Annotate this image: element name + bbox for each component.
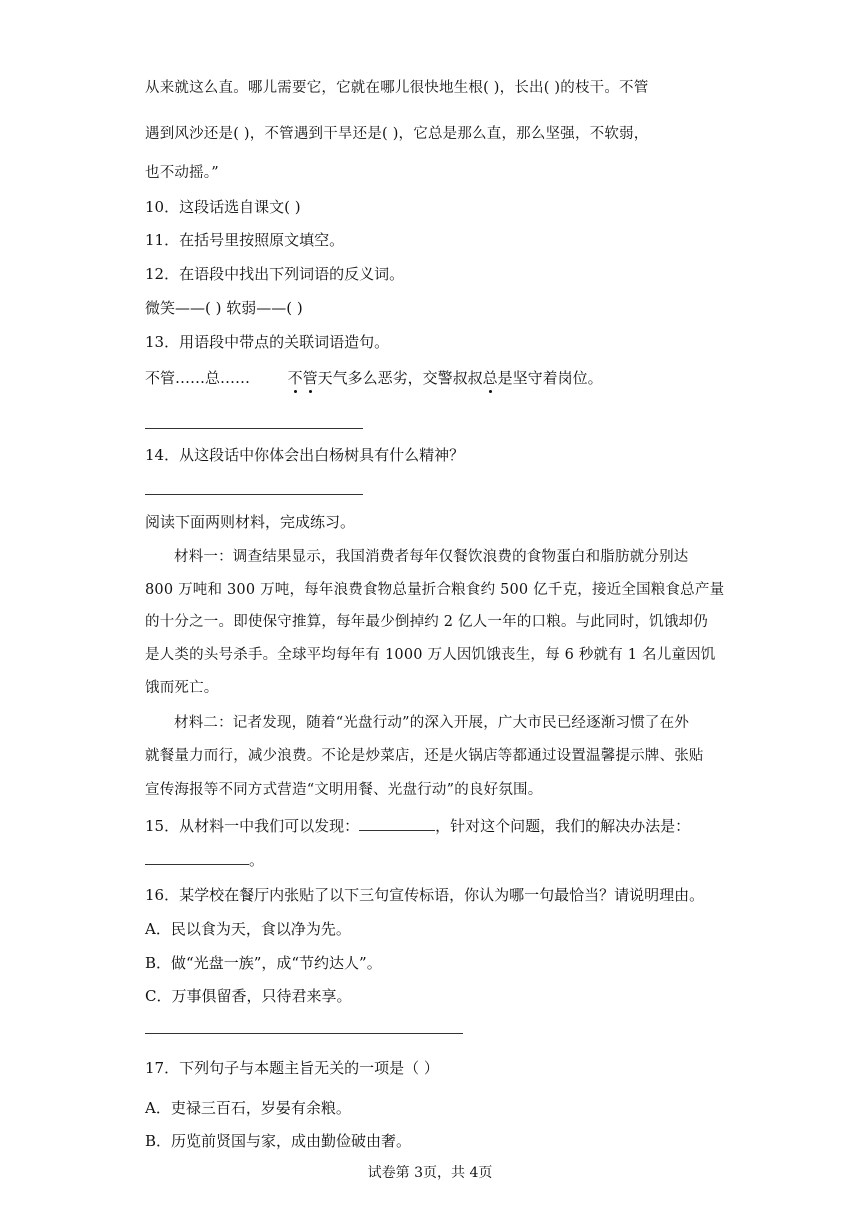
page-footer: 试卷第 3页，共 4页	[367, 1165, 493, 1181]
question-16: 16．某学校在餐厅内张贴了以下三句宣传标语，你认为哪一句最恰当？请说明理由。	[145, 886, 705, 904]
option-b: B．做“光盘一族”，成“节约达人”。	[145, 954, 382, 972]
question-13: 13．用语段中带点的关联词语造句。	[145, 333, 390, 351]
material-1-line: 800 万吨和 300 万吨，每年浪费食物总量折合粮食约 500 亿千克，接近全国粮食总产量	[145, 582, 725, 598]
question-17: 17．下列句子与本题主旨无关的一项是（ ）	[145, 1059, 439, 1077]
dotted-char: 管	[302, 369, 318, 387]
question-12: 12．在语段中找出下列词语的反义词。	[145, 265, 405, 283]
question-13-example	[145, 368, 603, 388]
question-15	[145, 816, 690, 836]
option-a: A．民以食为天，食以净为先。	[145, 920, 351, 938]
material-1-line: 饿而死亡。	[145, 680, 219, 696]
material-1-line: 材料一：调查结果显示，我国消费者每年仅餐饮浪费的食物蛋白和脂肪就分别达	[174, 549, 689, 565]
passage-line-1: 从来就这么直。哪儿需要它，它就在哪儿很快地生根( )，长出( )的枝干。不管	[145, 80, 649, 96]
material-2-line: 宣传海报等不同方式营造“文明用餐、光盘行动”的良好氛围。	[145, 782, 543, 798]
dotted-char: 不	[287, 369, 303, 387]
answer-line-14[interactable]	[145, 494, 363, 495]
question-15-text: 15．从材料一中我们可以发现：	[145, 817, 360, 835]
passage-line-2: 遇到风沙还是( )，不管遇到干旱还是( )，它总是那么直，那么坚强，不软弱，	[145, 126, 649, 142]
answer-blank[interactable]	[359, 816, 435, 831]
answer-line-13[interactable]	[145, 428, 363, 429]
option-a: A．吏禄三百石，岁晏有余粮。	[145, 1099, 351, 1117]
example-text-end: 是坚守着岗位。	[497, 369, 603, 387]
option-b: B．历览前贤国与家，成由勤俭破由奢。	[145, 1132, 412, 1150]
question-15-cont	[145, 850, 264, 870]
conjunction-pattern: 不管……总……	[145, 369, 251, 387]
material-1-line: 是人类的头号杀手。全球平均每年有 1000 万人因饥饿丧生，每 6 秒就有 1 名儿童因饥	[145, 647, 716, 663]
dotted-char: 总	[482, 369, 498, 387]
answer-blank[interactable]	[145, 850, 249, 865]
option-c: C．万事俱留香，只待君来享。	[145, 987, 352, 1005]
material-2-line: 材料二：记者发现，随着“光盘行动”的深入开展，广大市民已经逐渐习惯了在外	[174, 715, 690, 731]
reading-instructions: 阅读下面两则材料，完成练习。	[145, 513, 356, 531]
example-text: 天气多么恶劣，交警叔叔	[317, 369, 483, 387]
question-10: 10．这段话选自课文( )	[145, 198, 301, 216]
question-11: 11．在括号里按照原文填空。	[145, 231, 345, 249]
question-12-antonyms: 微笑——( ) 软弱——( )	[145, 299, 303, 317]
question-15-text-2: ，针对这个问题，我们的解决办法是：	[435, 817, 691, 835]
passage-line-3: 也不动摇。”	[145, 165, 219, 181]
material-2-line: 就餐量力而行，减少浪费。不论是炒菜店，还是火锅店等都通过设置温馨提示牌、张贴	[145, 748, 704, 764]
period: 。	[249, 851, 265, 869]
material-1-line: 的十分之一。即使保守推算，每年最少倒掉约 2 亿人一年的口粮。与此同时，饥饿却仍	[145, 614, 708, 630]
question-14: 14．从这段话中你体会出白杨树具有什么精神？	[145, 446, 465, 464]
answer-line-16[interactable]	[145, 1033, 463, 1034]
